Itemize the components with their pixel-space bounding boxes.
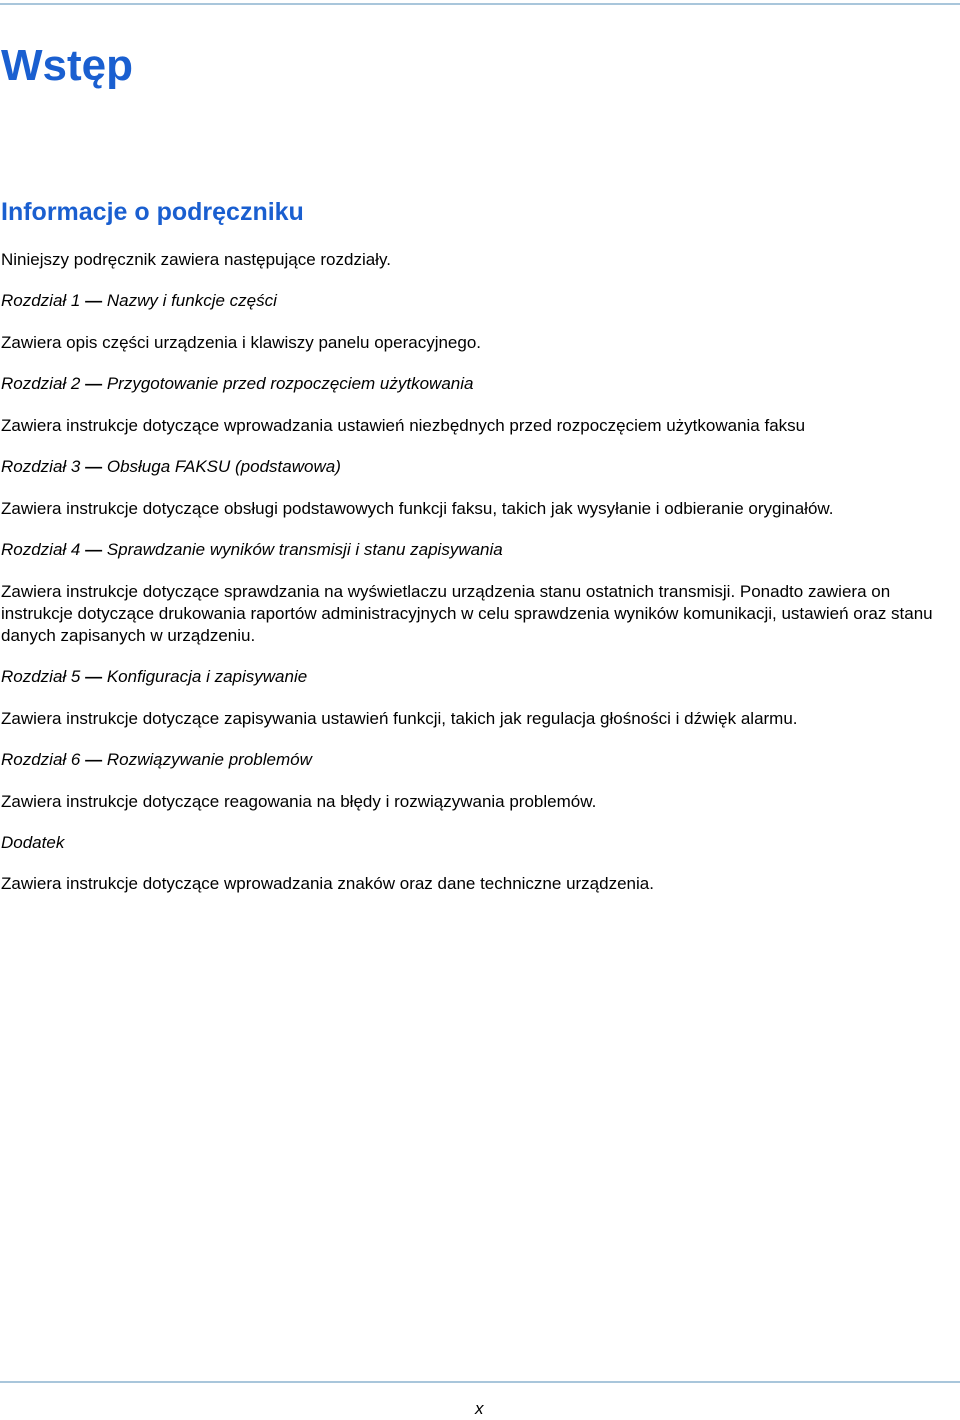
page-title: Wstęp — [1, 41, 133, 90]
appendix-description: Zawiera instrukcje dotyczące wprowadzania znaków oraz dane techniczne urządzenia. — [1, 874, 654, 893]
chapter-6-description: Zawiera instrukcje dotyczące reagowania na błędy i rozwiązywania problemów. — [1, 792, 597, 811]
appendix-heading: Dodatek — [1, 833, 65, 852]
chapter-1-heading — [1, 290, 957, 312]
chapter-name: Przygotowanie przed rozpoczęciem użytkowania — [106, 374, 474, 393]
footer-rule — [0, 1381, 960, 1383]
chapter-dash: — — [85, 457, 103, 476]
chapter-4-heading — [1, 539, 957, 561]
chapter-number: Rozdział 1 — [1, 291, 81, 310]
chapter-name: Nazwy i funkcje części — [106, 291, 277, 310]
header-rule — [0, 3, 960, 5]
chapter-5-heading — [1, 666, 957, 688]
chapter-name: Obsługa FAKSU (podstawowa) — [106, 457, 341, 476]
chapter-6-heading — [1, 749, 957, 771]
chapter-5-description: Zawiera instrukcje dotyczące zapisywania ustawień funkcji, takich jak regulacja głośności i dźwięk alarmu. — [1, 709, 798, 728]
chapter-3-description: Zawiera instrukcje dotyczące obsługi podstawowych funkcji faksu, takich jak wysyłanie i odbieranie oryginałów. — [1, 499, 834, 518]
chapter-1-description: Zawiera opis części urządzenia i klawiszy panelu operacyjnego. — [1, 333, 482, 352]
chapter-number: Rozdział 3 — [1, 457, 81, 476]
chapter-number: Rozdział 2 — [1, 374, 81, 393]
section-heading: Informacje o podręczniku — [1, 198, 304, 226]
chapter-number: Rozdział 6 — [1, 750, 81, 769]
page-number: x — [475, 1399, 484, 1418]
chapter-dash: — — [85, 291, 103, 310]
chapter-number: Rozdział 5 — [1, 667, 81, 686]
chapter-dash: — — [85, 540, 103, 559]
chapter-2-description: Zawiera instrukcje dotyczące wprowadzania ustawień niezbędnych przed rozpoczęciem użytkowania faksu — [1, 416, 806, 435]
chapter-4-description: Zawiera instrukcje dotyczące sprawdzania na wyświetlaczu urządzenia stanu ostatnich transmisji. Ponadto zawiera on instrukcje dotyczące drukowania raportów administracyjnych w celu sprawdzenia wyników komunikacji, ustawień oraz stanu danych zapisanych w urządzeniu. — [1, 582, 933, 645]
intro-text: Niniejszy podręcznik zawiera następujące rozdziały. — [1, 250, 391, 269]
chapter-2-heading — [1, 373, 957, 395]
chapter-name: Sprawdzanie wyników transmisji i stanu zapisywania — [106, 540, 503, 559]
chapter-name: Konfiguracja i zapisywanie — [106, 667, 308, 686]
chapter-name: Rozwiązywanie problemów — [106, 750, 312, 769]
chapter-dash: — — [85, 750, 103, 769]
chapter-dash: — — [85, 374, 103, 393]
chapter-number: Rozdział 4 — [1, 540, 81, 559]
chapter-3-heading — [1, 456, 957, 478]
chapter-dash: — — [85, 667, 103, 686]
